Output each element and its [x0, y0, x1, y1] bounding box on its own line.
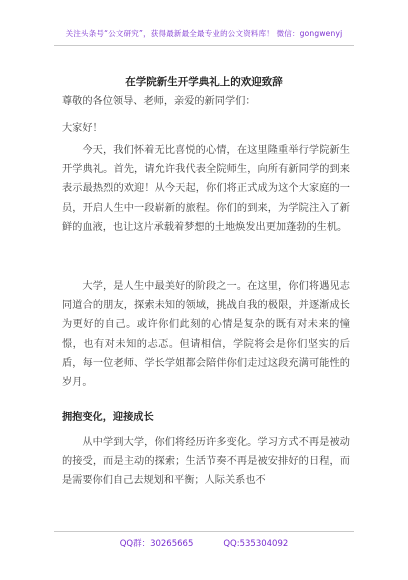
section-heading: 拥抱变化，迎接成长	[62, 412, 154, 423]
body-paragraph: 大学，是人生中最美好的阶段之一。在这里，你们将遇见志同道合的朋友，探索未知的领域，挑战自我的极限，并逐渐成长为更好的自己。或许你们此刻的心情是复杂的既有对未来的憧憬，也有对未知的忐忑。但请相信，学院将会是你们坚实的后盾，每一位老师、学长学姐都会陪伴你们走过这段充满可能性的岁月。	[62, 281, 350, 389]
page-footer	[0, 537, 408, 549]
document-title: 在学院新生开学典礼上的欢迎致辞	[125, 76, 283, 88]
body-paragraph: 从中学到大学，你们将经历许多变化。学习方式不再是被动的接受，而是主动的探索；生活节奏不再是被安排好的日程，而是需要你们自己去规划和平衡；人际关系也不	[62, 437, 350, 487]
body-paragraph: 今天，我们怀着无比喜悦的心情，在这里隆重举行学院新生开学典礼。首先，请允许我代表全院师生，向所有新同学的到来表示最热烈的欢迎！从今天起，你们将正式成为这个大家庭的一员，开启人生中一段崭新的旅程。你们的到来，为学院注入了新鲜的血液，也让这片承载着梦想的土地焕发出更加蓬勃的生机。	[62, 145, 350, 233]
salutation: 尊敬的各位领导、老师，亲爱的新同学们：	[62, 96, 256, 107]
greeting: 大家好！	[62, 123, 103, 134]
page-header: 关注头条号“公文研究”，获得最新最全最专业的公文资料库！ 微信：gongwenyj	[65, 29, 343, 38]
footer-divider	[54, 531, 354, 532]
header-divider	[54, 45, 354, 46]
qq-number: QQ:535304092	[223, 539, 289, 549]
qq-group-number: QQ群：30265665	[119, 539, 194, 549]
